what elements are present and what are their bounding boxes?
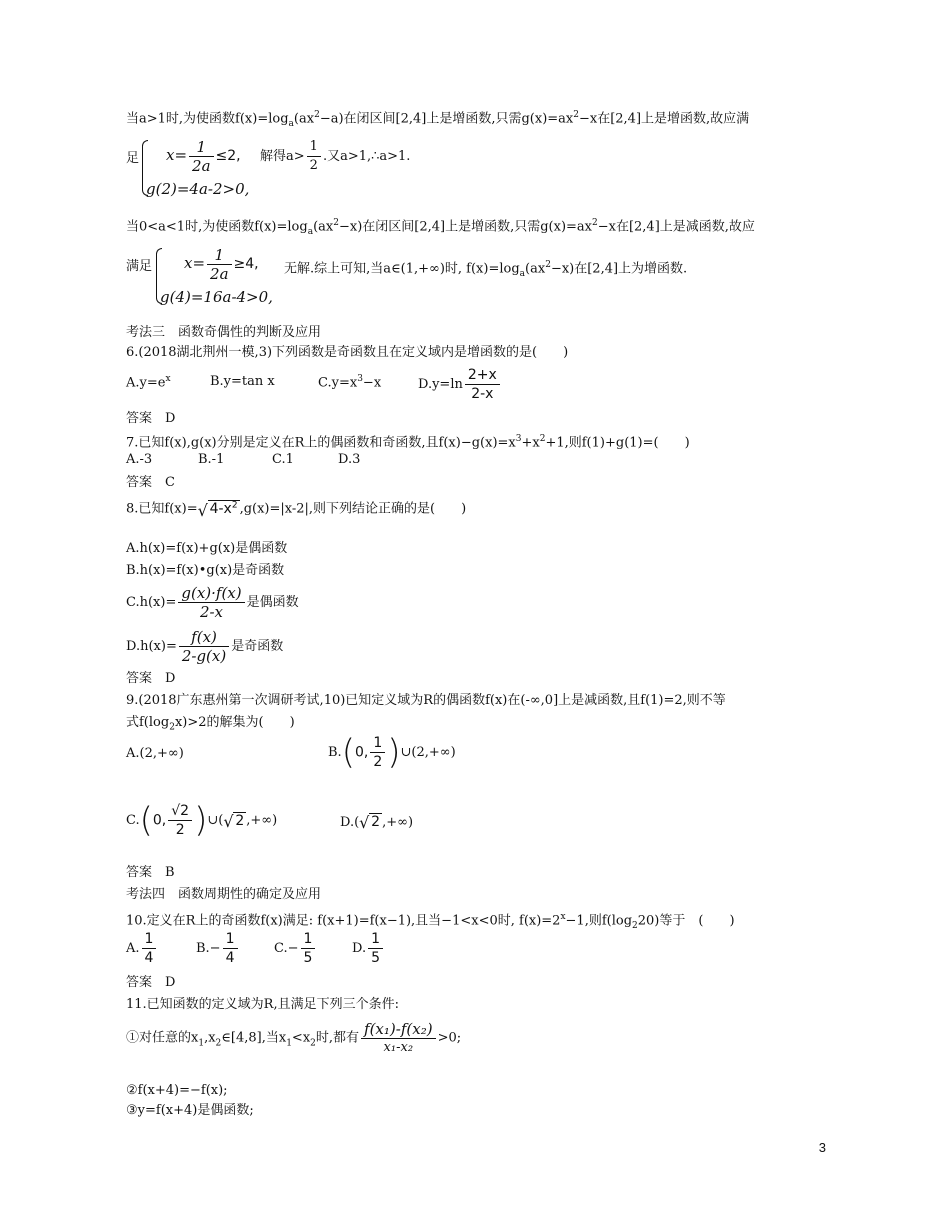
fraction: $\frac{g(x)\cdot f(x)}{2-x}$ [178, 584, 244, 621]
sqrt: √ 2 [359, 813, 381, 832]
q9-option-a: A.(2,+∞) [126, 746, 184, 761]
q8-option-c: C.h(x)= $\frac{g(x)\cdot f(x)}{2-x}$ 是偶函数 [126, 584, 299, 621]
q6-stem: 6.(2018湖北荆州一模,3)下列函数是奇函数且在定义域内是增函数的是( ) [126, 345, 569, 360]
q9-answer: 答案 B [126, 865, 175, 880]
q7-answer: 答案 C [126, 475, 175, 490]
q7-option-b: B.-1 [198, 452, 225, 467]
para1-zu: 足 [126, 151, 140, 166]
q7-stem: 7.已知f(x),g(x)分别是定义在R上的偶函数和奇函数,且$f(x)-g(x)=x^3+x^2+1$,则f(1)+g(1)=( ) [126, 434, 690, 451]
q11-condition2: ②f(x+4)=−f(x); [126, 1083, 228, 1098]
solve1: 解得a> $\frac{1}{2}$ .又a>1,∴a>1. [260, 139, 411, 173]
q9-option-b: B.(0, $\frac{1}{2}$ )∪(2,+∞) [328, 732, 456, 773]
system1-eq2: g(2)=4a-2>0, [146, 180, 250, 198]
fraction: $\frac{1}{5}$ [301, 930, 316, 967]
q8-stem: 8.已知f(x)= √ $4-x^2$ ,g(x)=|x-2|,则下列结论正确的是( ) [126, 496, 466, 519]
q9-line1: 9.(2018广东惠州第一次调研考试,10)已知定义域为R的偶函数f(x)在(-∞,0]上是减函数,且f(1)=2,则不等 [126, 693, 726, 708]
q8-answer: 答案 D [126, 671, 176, 686]
fraction: $\frac{√2}{2}$ [168, 802, 192, 839]
q9-line2: 式$f(\log_2x)>2$的解集为( ) [126, 715, 295, 733]
q8-option-b: B.h(x)=f(x)•g(x)是奇函数 [126, 563, 285, 578]
q7-option-d: D.3 [338, 452, 361, 467]
q6-option-d: D.y=ln $\frac{2+x}{2-x}$ [418, 366, 502, 403]
q11-condition1: ①对任意的$x_1,x_2\in[4,8]$,当$x_1<x_2$时,都有 $\frac{\text{f(x₁)-f(x₂)}}{\text{x₁-x₂}}$ >0; [126, 1020, 462, 1055]
q10-option-d: D. $\frac{1}{5}$ [352, 930, 385, 967]
q11-stem: 11.已知函数的定义域为R,且满足下列三个条件: [126, 997, 399, 1012]
q6-answer: 答案 D [126, 411, 176, 426]
page-number: 3 [818, 1140, 826, 1155]
q6-option-b: B.y=tan x [210, 374, 275, 389]
fraction: $\frac{1}{2a}$ [189, 138, 214, 175]
section-heading-method3: 考法三 函数奇偶性的判断及应用 [126, 325, 322, 340]
q10-option-c: C.− $\frac{1}{5}$ [274, 930, 317, 967]
q8-option-d: D.h(x)= $\frac{f(x)}{2-g(x)}$ 是奇函数 [126, 628, 284, 665]
system1-eq1: x= $\frac{1}{2a}$ ≤2, [166, 138, 241, 175]
q10-option-b: B.− $\frac{1}{4}$ [196, 930, 240, 967]
system2-eq1: x= $\frac{1}{2a}$ ≥4, [184, 246, 259, 283]
fraction: $\frac{1}{5}$ [368, 930, 383, 967]
q10-answer: 答案 D [126, 975, 176, 990]
sqrt: √ 2 [223, 811, 245, 831]
sqrt: √ $4-x^2$ [197, 500, 238, 520]
fraction: $\frac{1}{2a}$ [207, 246, 232, 283]
fraction: $\frac{2+x}{2-x}$ [465, 366, 500, 403]
system2-eq2: g(4)=16a-4>0, [160, 288, 273, 306]
q9-option-c: C.(0, $\frac{√2}{2}$ )∪( √ 2 ,+∞) [126, 800, 278, 841]
fraction: $\frac{1}{2}$ [307, 138, 321, 175]
fraction: $\frac{1}{4}$ [223, 930, 238, 967]
q6-option-c: $C.y=x^3-x$ [318, 374, 382, 391]
nosol: 无解.综上可知,当a∈(1,+∞)时, $f(x)=\log_a(ax^2-x)$在[2,4]上为增函数. [284, 260, 688, 279]
fraction: $\frac{\text{f(x₁)-f(x₂)}}{\text{x₁-x₂}}$ [361, 1020, 436, 1057]
q9-option-d: D.( √ 2 ,+∞) [340, 813, 414, 832]
q6-option-a: $A.y=e^x$ [126, 374, 171, 391]
q8-option-a: A.h(x)=f(x)+g(x)是偶函数 [126, 541, 288, 556]
q7-option-c: C.1 [272, 452, 294, 467]
para1-line1: 当a>1时,为使函数$f(x)=\log_a(ax^2-a)$在闭区间[2,4]上是增函数,只需$g(x)=ax^2-x$在[2,4]上是增函数,故应满 [126, 110, 750, 129]
fraction: $\frac{1}{2}$ [370, 734, 385, 771]
q10-stem: 10.定义在R上的奇函数f(x)满足: f(x+1)=f(x−1),且当−1<x<0时, $f(x)=2^x-1$,则$f(\log_220)$等于 ( ) [126, 912, 735, 931]
q7-option-a: A.-3 [126, 452, 153, 467]
para2-manzu: 满足 [126, 259, 153, 274]
fraction: $\frac{f(x)}{2-g(x)}$ [179, 628, 229, 665]
fraction: $\frac{1}{4}$ [142, 930, 157, 967]
section-heading-method4: 考法四 函数周期性的确定及应用 [126, 887, 322, 902]
para2-line1: 当0<a<1时,为使函数$f(x)=\log_a(ax^2-x)$在闭区间[2,4]上是增函数,只需$g(x)=ax^2-x$在[2,4]上是减函数,故应 [126, 218, 755, 237]
q11-condition3: ③y=f(x+4)是偶函数; [126, 1103, 254, 1118]
q10-option-a: A. $\frac{1}{4}$ [126, 930, 158, 967]
